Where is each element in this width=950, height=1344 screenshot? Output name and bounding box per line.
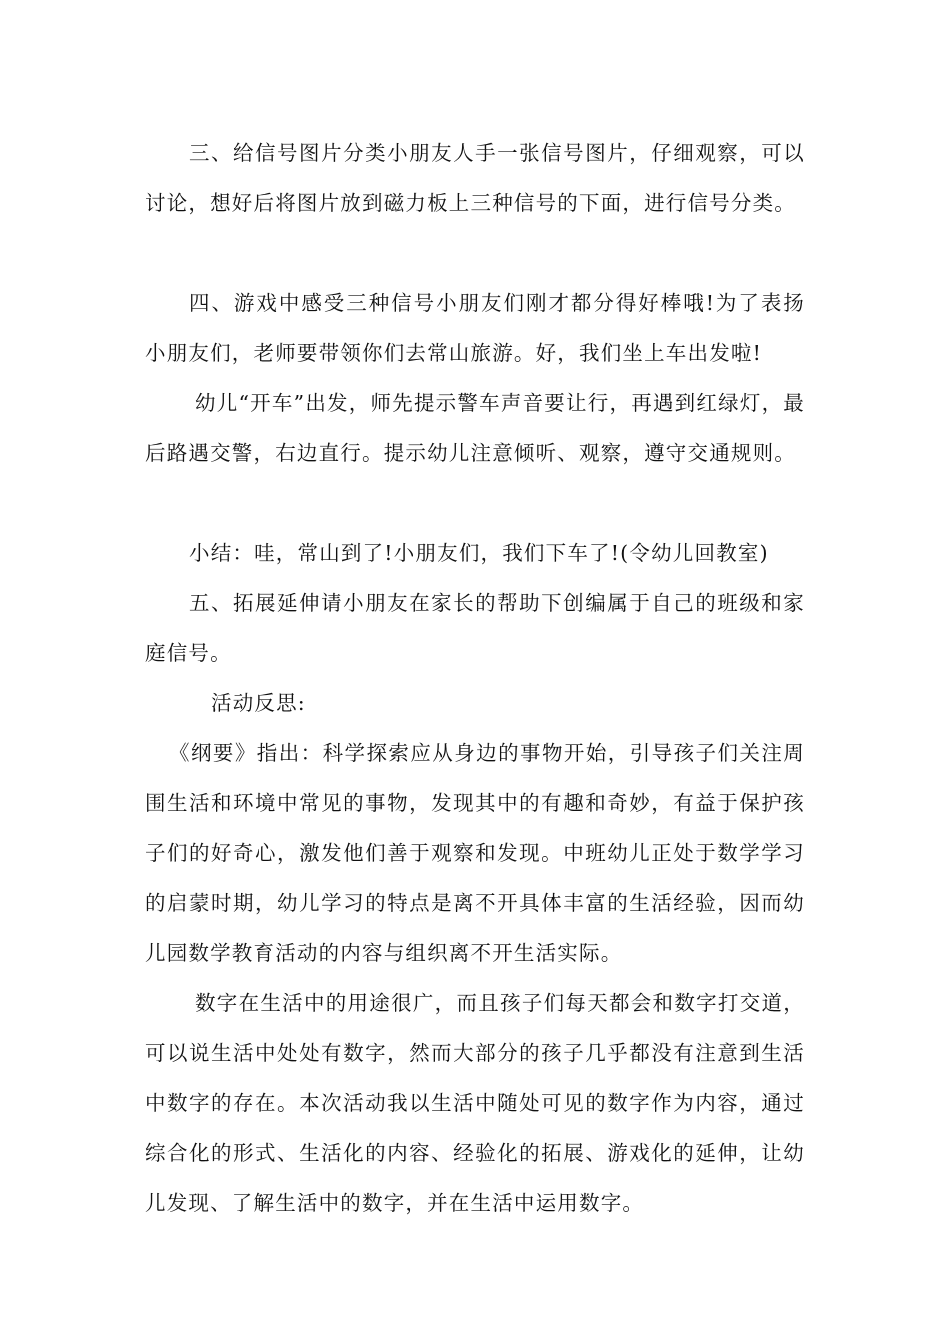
paragraph-extension: 五、拓展延伸请小朋友在家长的帮助下创编属于自己的班级和家庭信号。 [145,591,805,665]
paragraph-driving: 幼儿“开车”出发，师先提示警车声音要让行，再遇到红绿灯，最后路遇交警，右边直行。提示幼儿注意倾听、观察，遵守交通规则。 [145,391,805,465]
paragraph-guideline: 《纲要》指出：科学探索应从身边的事物开始，引导孩子们关注周围生活和环境中常见的事物，发现其中的有趣和奇妙，有益于保护孩子们的好奇心，激发他们善于观察和发现。中班幼儿正处于数学学习的启蒙时期，幼儿学习的特点是离不开具体丰富的生活经验，因而幼儿园数学教育活动的内容与组织离不开生活实际。 [145,741,805,965]
paragraph-signal-game: 四、游戏中感受三种信号小朋友们刚才都分得好棒哦!为了表扬小朋友们，老师要带领你们去常山旅游。好，我们坐上车出发啦! [145,291,805,365]
section-heading-reflection: 活动反思: [211,691,306,715]
paragraph-signal-classification: 三、给信号图片分类小朋友人手一张信号图片，仔细观察，可以讨论，想好后将图片放到磁力板上三种信号的下面，进行信号分类。 [145,141,805,215]
paragraph-summary: 小结：哇，常山到了!小朋友们，我们下车了!(令幼儿回教室) [189,541,769,565]
paragraph-numbers-in-life: 数字在生活中的用途很广，而且孩子们每天都会和数字打交道，可以说生活中处处有数字，然而大部分的孩子几乎都没有注意到生活中数字的存在。本次活动我以生活中随处可见的数字作为内容，通过综合化的形式、生活化的内容、经验化的拓展、游戏化的延伸，让幼儿发现、了解生活中的数字，并在生活中运用数字。 [145,991,805,1215]
